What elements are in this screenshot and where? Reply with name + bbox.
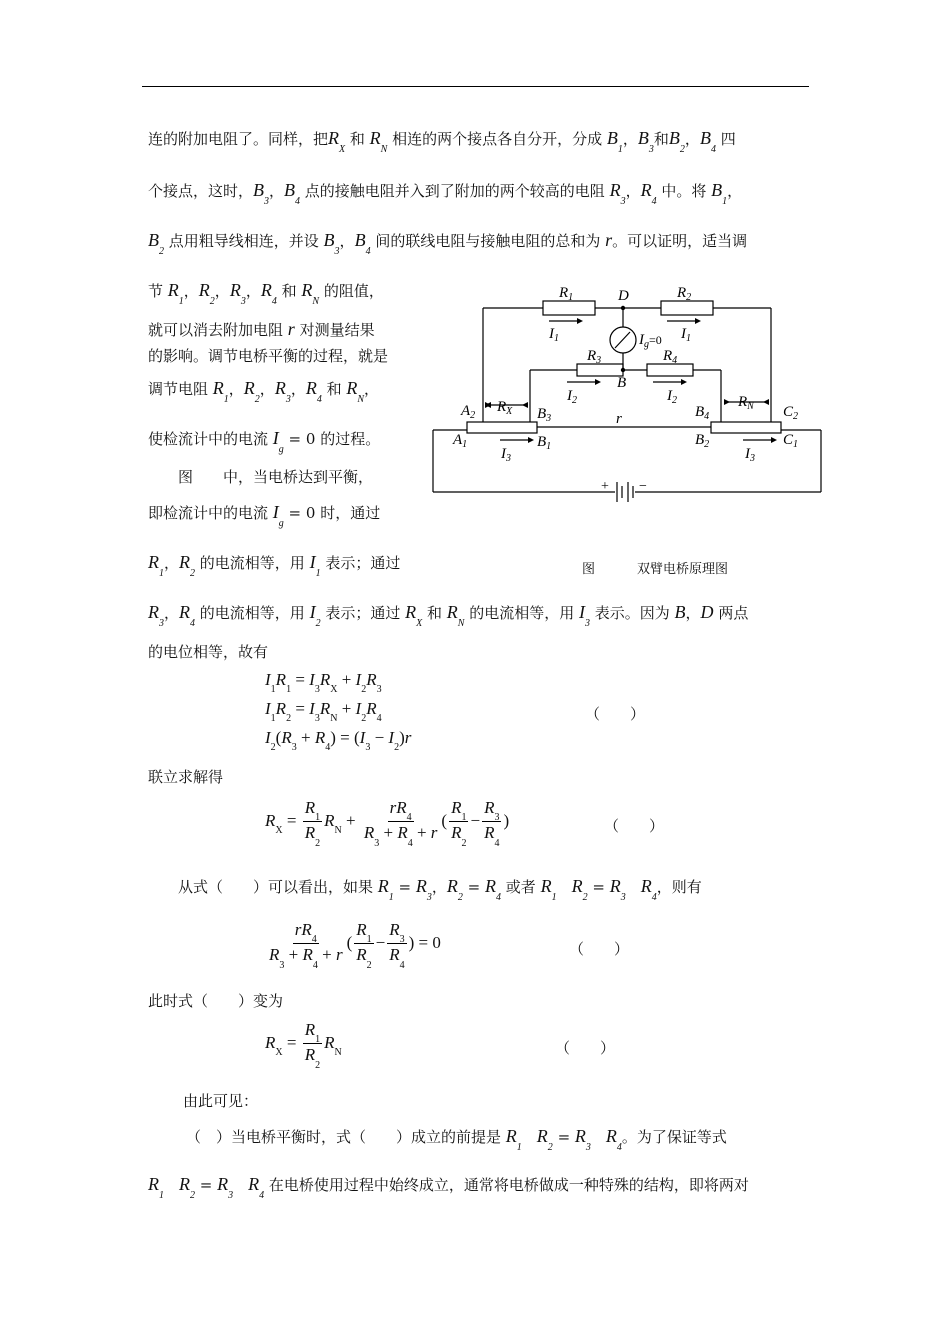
paragraph1-line2: 个接点，这时，$B_3$，$B_4$ 点的接触电阻并入到了附加的两个较高的电阻 $R_3$，$R_4$ 中。将 $B_1$， xyxy=(148,180,743,207)
label-r1: $R_1$ xyxy=(559,285,574,303)
text-youci: 由此可见： xyxy=(183,1092,259,1110)
label-c1: $C_1$ xyxy=(783,432,799,450)
label-a2: $A_2$ xyxy=(461,403,476,421)
paragraph1-line3: $B_2$ 点用粗导线相连，并设 $B_3$，$B_4$ 间的联线电阻与接触电阻的总和为 r。可以证明，适当调 xyxy=(148,230,748,257)
label-rx: $R_X$ xyxy=(497,399,513,417)
side-text-line5: 使检流计中的电流 $I_g = 0$ 的过程。 xyxy=(148,428,381,455)
label-minus: − xyxy=(639,479,647,494)
side-text-line7: 即检流计中的电流 $I_g = 0$ 时，通过 xyxy=(148,502,381,529)
label-i1-right: $I_1$ xyxy=(681,326,691,344)
label-i2-left: $I_2$ xyxy=(567,388,577,406)
label-i3-right: $I_3$ xyxy=(745,446,755,464)
label-i2-right: $I_2$ xyxy=(667,388,677,406)
figure-caption-title: 双臂电桥原理图 xyxy=(637,562,729,577)
equation-4: $R_X$ = $\frac{R_1}{R_2}$ $R_N$ xyxy=(265,1020,342,1071)
figure-caption-label: 图 xyxy=(582,562,596,577)
text-cishi: 此时式（ ）变为 xyxy=(148,992,284,1010)
side-text-line4: 调节电阻 $R_1$，$R_2$，$R_3$，$R_4$ 和 $R_N$， xyxy=(148,378,380,405)
bridge-circuit-diagram xyxy=(425,280,830,510)
label-i3-left: $I_3$ xyxy=(501,446,511,464)
label-b3: $B_3$ xyxy=(537,406,552,424)
equation-3: $\frac{rR_4}{R_3 + R_4 + r}$ ( $\frac{R_1}{R_2}$ − $\frac{R_3}{R_4}$ ) = 0 xyxy=(269,920,441,971)
label-b2: $B_2$ xyxy=(695,432,710,450)
paragraph2-line1: $R_3$，$R_4$ 的电流相等，用 $I_2$ 表示；通过 $R_X$ 和 $R_N$ 的电流相等，用 $I_3$ 表示。因为 B，D 两点 xyxy=(148,602,749,629)
label-i1-left: $I_1$ xyxy=(549,326,559,344)
equation-1b: $I_1R_2 = I_3R_N + I_2R_4$ xyxy=(265,699,382,725)
label-b4: $B_4$ xyxy=(695,404,710,422)
label-r4: $R_4$ xyxy=(663,348,678,366)
label-d: D xyxy=(618,288,629,304)
equation-2: $R_X$ = $\frac{R_1}{R_2}$ $R_N$ + $\frac{rR_4}{R_3 + R_4 + r}$ ( $\frac{R_1}{R_2}$ − $\frac{R_3}{R_4}$ ) xyxy=(265,798,510,849)
equation-number-4: （ ） xyxy=(555,1039,616,1057)
paragraph2-line2: 的电位相等，故有 xyxy=(148,643,269,661)
side-text-line2: 就可以消去附加电阻 r 对测量结果 xyxy=(148,319,375,339)
label-plus: + xyxy=(601,479,609,494)
text-last-line1: （ ）当电桥平衡时，式（ ）成立的前提是 $R_1$ $R_2 = R_3$ $R_4$。为了保证等式 xyxy=(186,1126,727,1153)
equation-1a: $I_1R_1 = I_3R_X + I_2R_3$ xyxy=(265,670,382,696)
equation-number-2: （ ） xyxy=(604,817,665,835)
header-rule xyxy=(142,86,809,87)
label-b: B xyxy=(617,375,627,391)
label-r: r xyxy=(616,411,622,427)
label-r2: $R_2$ xyxy=(677,285,692,303)
label-ig: $I_g^{=0}$ xyxy=(639,332,662,350)
side-text-line8: $R_1$，$R_2$ 的电流相等，用 $I_1$ 表示；通过 xyxy=(148,552,401,579)
label-a1: $A_1$ xyxy=(453,432,468,450)
side-text-line6: 图 中，当电桥达到平衡， xyxy=(178,468,374,486)
equation-number-3: （ ） xyxy=(569,940,630,958)
side-text-line3: 的影响。调节电桥平衡的过程，就是 xyxy=(148,347,389,365)
label-rn: $R_N$ xyxy=(738,394,754,412)
text-lianli: 联立求解得 xyxy=(148,768,224,786)
text-last-line2: $R_1$ $R_2 = R_3$ $R_4$ 在电桥使用过程中始终成立，通常将电桥做成一种特殊的结构，即将两对 xyxy=(148,1174,749,1201)
p1-text-1: 连的附加电阻了。同样，把 xyxy=(148,130,329,148)
equation-1c: $I_2(R_3 + R_4) = (I_3 - I_2)r$ xyxy=(265,728,412,754)
label-b1: $B_1$ xyxy=(537,434,552,452)
paragraph1-line1: 连的附加电阻了。同样，把$R_X$ 和 $R_N$ 相连的两个接点各自分开，分成 $B_1$，$B_3$和$B_2$，$B_4$ 四 xyxy=(148,128,736,155)
equation-number-1: （ ） xyxy=(585,705,646,723)
label-r3: $R_3$ xyxy=(587,348,602,366)
text-congshi: 从式（ ）可以看出，如果 $R_1 = R_3$，$R_2 = R_4$ 或者 $R_1$ $R_2 = R_3$ $R_4$，则有 xyxy=(178,876,702,903)
side-text-line1: 节 $R_1$，$R_2$，$R_3$，$R_4$ 和 $R_N$ 的阻值， xyxy=(148,280,384,307)
label-c2: $C_2$ xyxy=(783,404,799,422)
